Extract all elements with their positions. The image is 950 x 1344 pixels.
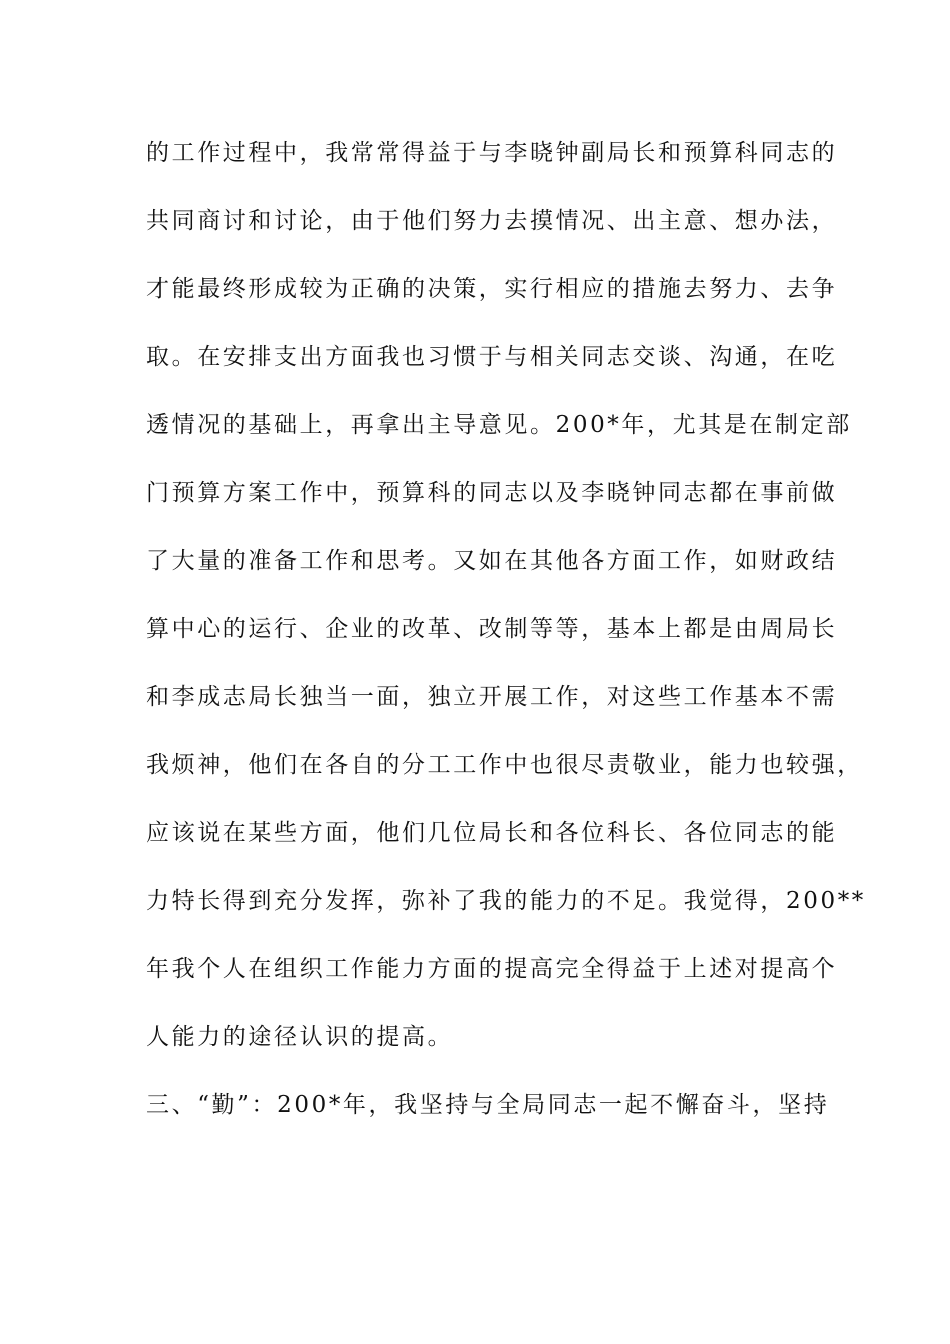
text-line: 应该说在某些方面，他们几位局长和各位科长、各位同志的能 — [146, 820, 838, 846]
text-line: 才能最终形成较为正确的决策，实行相应的措施去努力、去争 — [146, 276, 838, 302]
text-line: 人能力的途径认识的提高。 — [146, 1024, 454, 1050]
section-heading-line: 三、“勤”：200*年，我坚持与全局同志一起不懈奋斗，坚持 — [146, 1092, 830, 1118]
text-line: 算中心的运行、企业的改革、改制等等，基本上都是由周局长 — [146, 616, 838, 642]
text-line: 透情况的基础上，再拿出主导意见。200*年，尤其是在制定部 — [146, 412, 852, 438]
text-line: 取。在安排支出方面我也习惯于与相关同志交谈、沟通，在吃 — [146, 344, 838, 370]
text-line: 年我个人在组织工作能力方面的提高完全得益于上述对提高个 — [146, 956, 838, 982]
text-line: 共同商讨和讨论，由于他们努力去摸情况、出主意、想办法， — [146, 208, 838, 234]
text-line: 的工作过程中，我常常得益于与李晓钟副局长和预算科同志的 — [146, 140, 838, 166]
text-line: 了大量的准备工作和思考。又如在其他各方面工作，如财政结 — [146, 548, 838, 574]
text-line: 我烦神，他们在各自的分工工作中也很尽责敬业，能力也较强， — [146, 752, 863, 778]
text-line: 门预算方案工作中，预算科的同志以及李晓钟同志都在事前做 — [146, 480, 838, 506]
body-text — [146, 131, 866, 1151]
text-line: 和李成志局长独当一面，独立开展工作，对这些工作基本不需 — [146, 684, 838, 710]
text-line: 力特长得到充分发挥，弥补了我的能力的不足。我觉得，200** — [146, 888, 866, 914]
